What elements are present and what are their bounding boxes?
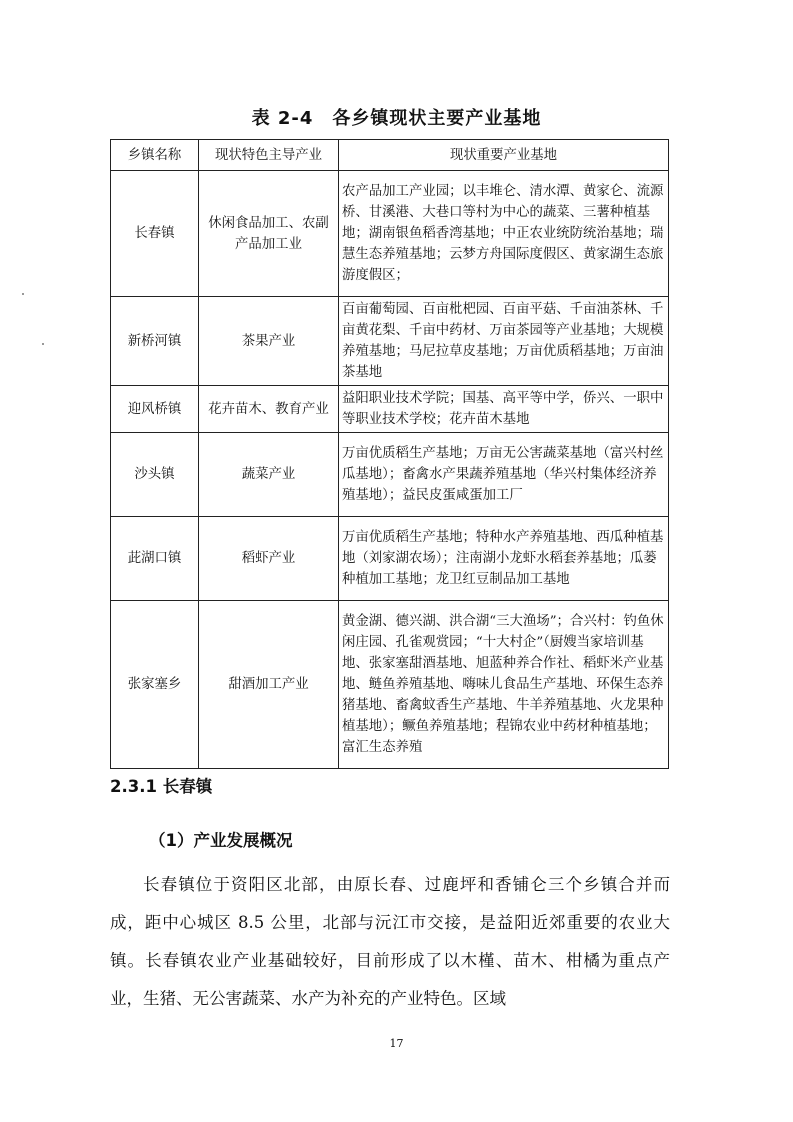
industry-bases-cell: 益阳职业技术学院；国基、高平等中学，侨兴、一职中等职业技术学校；花卉苗木基地 bbox=[339, 386, 669, 433]
column-header-bases: 现状重要产业基地 bbox=[339, 140, 669, 171]
leading-industry-cell: 茶果产业 bbox=[199, 297, 339, 386]
town-name-cell: 新桥河镇 bbox=[111, 297, 199, 386]
scan-mark bbox=[42, 343, 44, 345]
leading-industry-cell: 蔬菜产业 bbox=[199, 433, 339, 517]
industry-base-table bbox=[110, 139, 669, 769]
page-number: 17 bbox=[389, 1037, 404, 1050]
industry-bases-cell: 万亩优质稻生产基地；特种水产养殖基地、西瓜种植基地（刘家湖农场）；注南湖小龙虾水稻套养基地；瓜蒌种植加工基地；龙卫红豆制品加工基地 bbox=[339, 517, 669, 601]
town-name-cell: 茈湖口镇 bbox=[111, 517, 199, 601]
table-header-row bbox=[111, 140, 669, 171]
body-paragraph: 长春镇位于资阳区北部，由原长春、过鹿坪和香铺仑三个乡镇合并而成，距中心城区 8.5 公里，北部与沅江市交接，是益阳近郊重要的农业大镇。长春镇农业产业基础较好，目前形成了以木槿、苗木、柑橘为重点产业，生猪、无公害蔬菜、水产为补充的产业特色。区域 bbox=[110, 875, 670, 1008]
table-row bbox=[111, 171, 669, 297]
leading-industry-cell: 稻虾产业 bbox=[199, 517, 339, 601]
table-row bbox=[111, 433, 669, 517]
column-header-industry: 现状特色主导产业 bbox=[199, 140, 339, 171]
table-row bbox=[111, 297, 669, 386]
scan-mark bbox=[22, 293, 24, 295]
town-name-cell: 沙头镇 bbox=[111, 433, 199, 517]
table-row bbox=[111, 517, 669, 601]
town-name-cell: 长春镇 bbox=[111, 171, 199, 297]
town-name-cell: 张家塞乡 bbox=[111, 601, 199, 769]
table-row bbox=[111, 386, 669, 433]
leading-industry-cell: 休闲食品加工、农副产品加工业 bbox=[199, 171, 339, 297]
column-header-town: 乡镇名称 bbox=[111, 140, 199, 171]
industry-bases-cell: 百亩葡萄园、百亩枇杷园、百亩平菇、千亩油茶林、千亩黄花梨、千亩中药材、万亩茶园等产业基地；大规模养殖基地；马尼拉草皮基地；万亩优质稻基地；万亩油茶基地 bbox=[339, 297, 669, 386]
table-title: 表 2-4 各乡镇现状主要产业基地 bbox=[251, 108, 542, 129]
leading-industry-cell: 花卉苗木、教育产业 bbox=[199, 386, 339, 433]
subsection-heading: （1）产业发展概况 bbox=[149, 831, 293, 850]
industry-bases-cell: 万亩优质稻生产基地；万亩无公害蔬菜基地（富兴村丝瓜基地）；畜禽水产果蔬养殖基地（华兴村集体经济养殖基地）；益民皮蛋咸蛋加工厂 bbox=[339, 433, 669, 517]
leading-industry-cell: 甜酒加工产业 bbox=[199, 601, 339, 769]
industry-bases-cell: 农产品加工产业园；以丰堆仑、清水潭、黄家仑、流源桥、甘溪港、大巷口等村为中心的蔬菜、三薯种植基地；湖南银鱼稻香湾基地；中正农业统防统治基地；瑞慧生态养殖基地；云梦方舟国际度假区、黄家湖生态旅游度假区； bbox=[339, 171, 669, 297]
town-name-cell: 迎风桥镇 bbox=[111, 386, 199, 433]
section-heading: 2.3.1 长春镇 bbox=[110, 777, 213, 796]
table-row bbox=[111, 601, 669, 769]
industry-bases-cell: 黄金湖、德兴湖、洪合湖“三大渔场”；合兴村：钓鱼休闲庄园、孔雀观赏园；“十大村企”（厨嫂当家培训基地、张家塞甜酒基地、旭蓝种养合作社、稻虾米产业基地、鲢鱼养殖基地、嗨味儿食品生产基地、环保生态养猪基地、畜禽蚊香生产基地、牛羊养殖基地、火龙果种植基地）；鳜鱼养殖基地；程锦农业中药材种植基地；富汇生态养殖 bbox=[339, 601, 669, 769]
